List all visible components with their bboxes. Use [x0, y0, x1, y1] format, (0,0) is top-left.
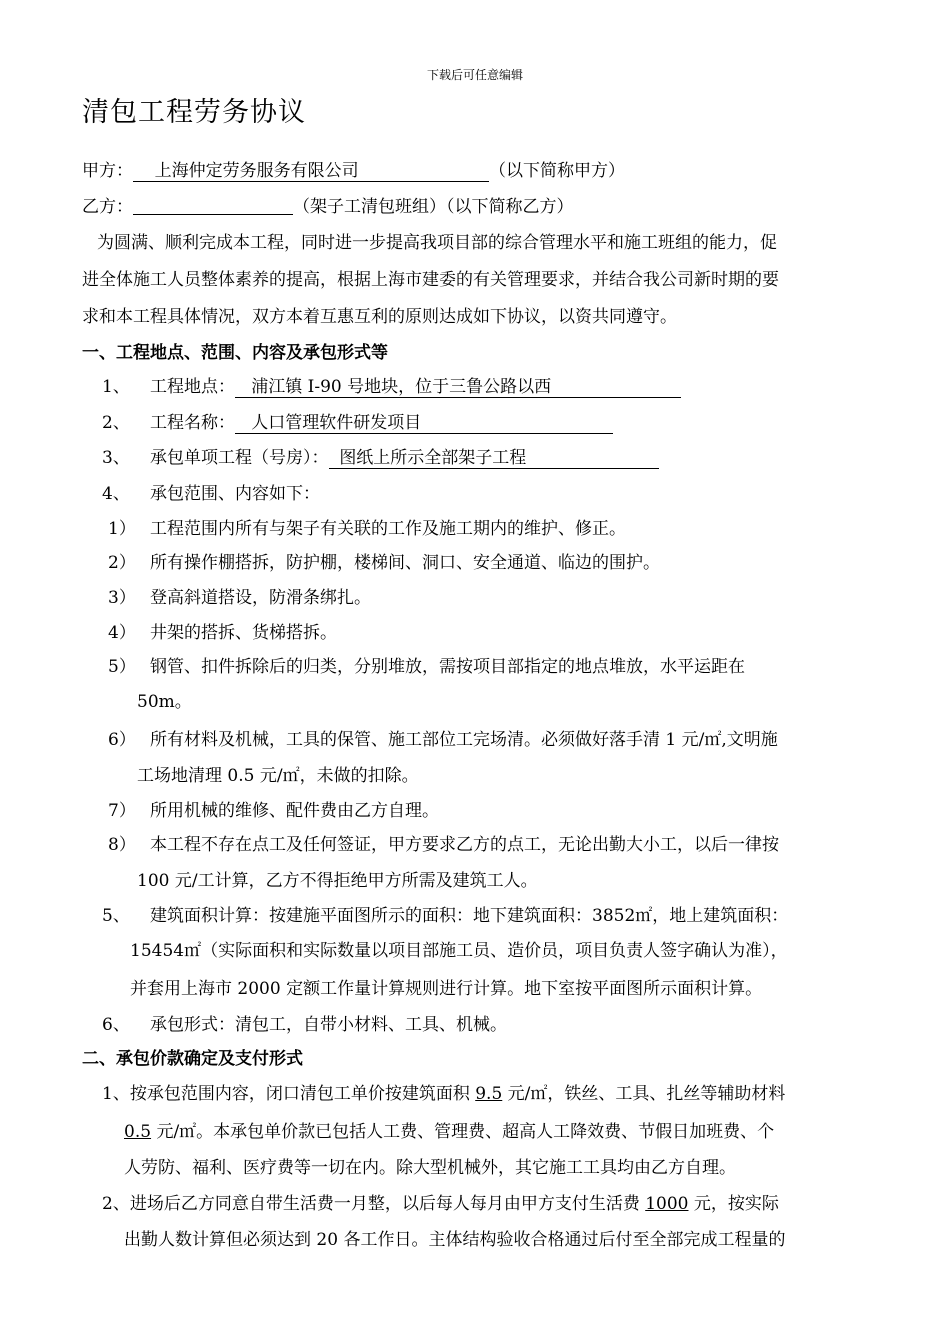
party-b-blank [133, 196, 293, 215]
s2-p1-line2 [124, 1121, 774, 1143]
s1-item1-body [150, 376, 681, 398]
s2-p1-c: 元/㎡。本承包单价款已包括人工费、管理费、超高人工降效费、节假日加班费、个 [151, 1122, 775, 1142]
sub5-cont: 50m。 [137, 692, 192, 712]
intro-line-3: 求和本工程具体情况，双方本着互惠互利的原则达成如下协议，以资共同遵守。 [82, 307, 677, 327]
sub6-num: 6） [108, 730, 136, 750]
s2-unit-price: 9.5 [475, 1084, 503, 1104]
s2-p2-a: 2、进场后乙方同意自带生活费一月整，以后每人每月由甲方支付生活费 [102, 1194, 646, 1214]
sub7-num: 7） [108, 801, 136, 821]
document-title: 清包工程劳务协议 [82, 97, 306, 128]
party-a-line [82, 160, 625, 182]
s2-p2-line1 [102, 1193, 779, 1215]
s1-item1-field [235, 377, 681, 398]
header-note: 下载后可任意编辑 [426, 68, 523, 82]
sub3-num: 3） [108, 588, 136, 608]
sub8-cont: 100 元/工计算，乙方不得拒绝甲方所需及建筑工人。 [137, 871, 538, 891]
party-a-name-field [133, 161, 489, 182]
sub8-text: 本工程不存在点工及任何签证，甲方要求乙方的点工，无论出勤大小工，以后一律按 [150, 835, 779, 855]
s1-item3-value: 图纸上所示全部架子工程 [339, 448, 527, 468]
sub1-text: 工程范围内所有与架子有关联的工作及施工期内的维护、修正。 [150, 519, 626, 539]
s1-item4-label: 承包范围、内容如下： [150, 484, 320, 504]
party-b-suffix: （架子工清包班组）（以下简称乙方） [293, 197, 574, 217]
s1-item2-label: 工程名称： [150, 413, 235, 433]
s1-item3-label: 承包单项工程（号房）： [150, 448, 329, 468]
s2-p1-b: 元/㎡，铁丝、工具、扎丝等辅助材料 [502, 1084, 786, 1104]
s1-item2-num: 2、 [102, 413, 130, 433]
s1-item2-body [150, 412, 613, 434]
party-b-line [82, 196, 574, 218]
intro-line-1: 为圆满、顺利完成本工程，同时进一步提高我项目部的综合管理水平和施工班组的能力，促 [97, 233, 777, 253]
s1-item2-field [235, 413, 613, 434]
section1-heading: 一、工程地点、范围、内容及承包形式等 [82, 343, 388, 363]
sub6-text: 所有材料及机械，工具的保管、施工部位工完场清。必须做好落手清 1 元/㎡,文明施 [150, 730, 778, 750]
section2-heading: 二、承包价款确定及支付形式 [82, 1049, 303, 1069]
s1-item5-line2: 15454㎡（实际面积和实际数量以项目部施工员、造价员，项目负责人签字确认为准）， [130, 941, 788, 961]
s1-item1-value: 浦江镇 I-90 号地块，位于三鲁公路以西 [251, 377, 552, 397]
s1-item5-num: 5、 [102, 906, 130, 926]
party-a-label: 甲方： [82, 161, 133, 181]
sub8-num: 8） [108, 835, 136, 855]
s1-item3-num: 3、 [102, 448, 130, 468]
s1-item6-num: 6、 [102, 1015, 130, 1035]
s2-p1-line3: 人劳防、福利、医疗费等一切在内。除大型机械外，其它施工工具均由乙方自理。 [124, 1158, 736, 1178]
sub3-text: 登高斜道搭设，防滑条绑扎。 [150, 588, 371, 608]
s2-p2-line2: 出勤人数计算但必须达到 20 各工作日。主体结构验收合格通过后付至全部完成工程量的 [124, 1230, 786, 1250]
sub1-num: 1） [108, 519, 136, 539]
s1-item1 [102, 376, 130, 398]
intro-line-2: 进全体施工人员整体素养的提高，根据上海市建委的有关管理要求，并结合我公司新时期的要 [82, 270, 779, 290]
s1-item1-num: 1、 [102, 377, 130, 397]
s1-item3-body [150, 447, 659, 469]
s1-item3-field [329, 448, 659, 469]
sub4-text: 井架的搭拆、货梯搭拆。 [150, 623, 337, 643]
s1-item4-num: 4、 [102, 484, 130, 504]
sub6-cont: 工场地清理 0.5 元/㎡，未做的扣除。 [137, 766, 419, 786]
sub2-text: 所有操作棚搭拆，防护棚，楼梯间、洞口、安全通道、临边的围护。 [150, 553, 660, 573]
sub4-num: 4） [108, 623, 136, 643]
party-b-label: 乙方： [82, 197, 133, 217]
party-a-suffix: （以下简称甲方） [489, 161, 625, 181]
sub5-num: 5） [108, 657, 136, 677]
sub2-num: 2） [108, 553, 136, 573]
s2-aux-price: 0.5 [124, 1122, 152, 1142]
party-a-name: 上海仲定劳务服务有限公司 [154, 161, 359, 181]
s1-item1-label: 工程地点： [150, 377, 235, 397]
s1-item5-line1: 建筑面积计算：按建施平面图所示的面积：地下建筑面积：3852㎡，地上建筑面积： [150, 906, 789, 926]
sub5-text: 钢管、扣件拆除后的归类，分别堆放，需按项目部指定的地点堆放，水平运距在 [150, 657, 745, 677]
s2-living-fee: 1000 [645, 1194, 689, 1214]
s1-item6-text: 承包形式：清包工，自带小材料、工具、机械。 [150, 1015, 507, 1035]
s2-p1-line1 [102, 1083, 785, 1105]
s1-item2-value: 人口管理软件研发项目 [251, 413, 422, 433]
s2-p1-a: 1、按承包范围内容，闭口清包工单价按建筑面积 [102, 1084, 476, 1104]
s2-p2-b: 元，按实际 [688, 1194, 779, 1214]
s1-item5-line3: 并套用上海市 2000 定额工作量计算规则进行计算。地下室按平面图所示面积计算。 [130, 979, 763, 999]
sub7-text: 所用机械的维修、配件费由乙方自理。 [150, 801, 439, 821]
